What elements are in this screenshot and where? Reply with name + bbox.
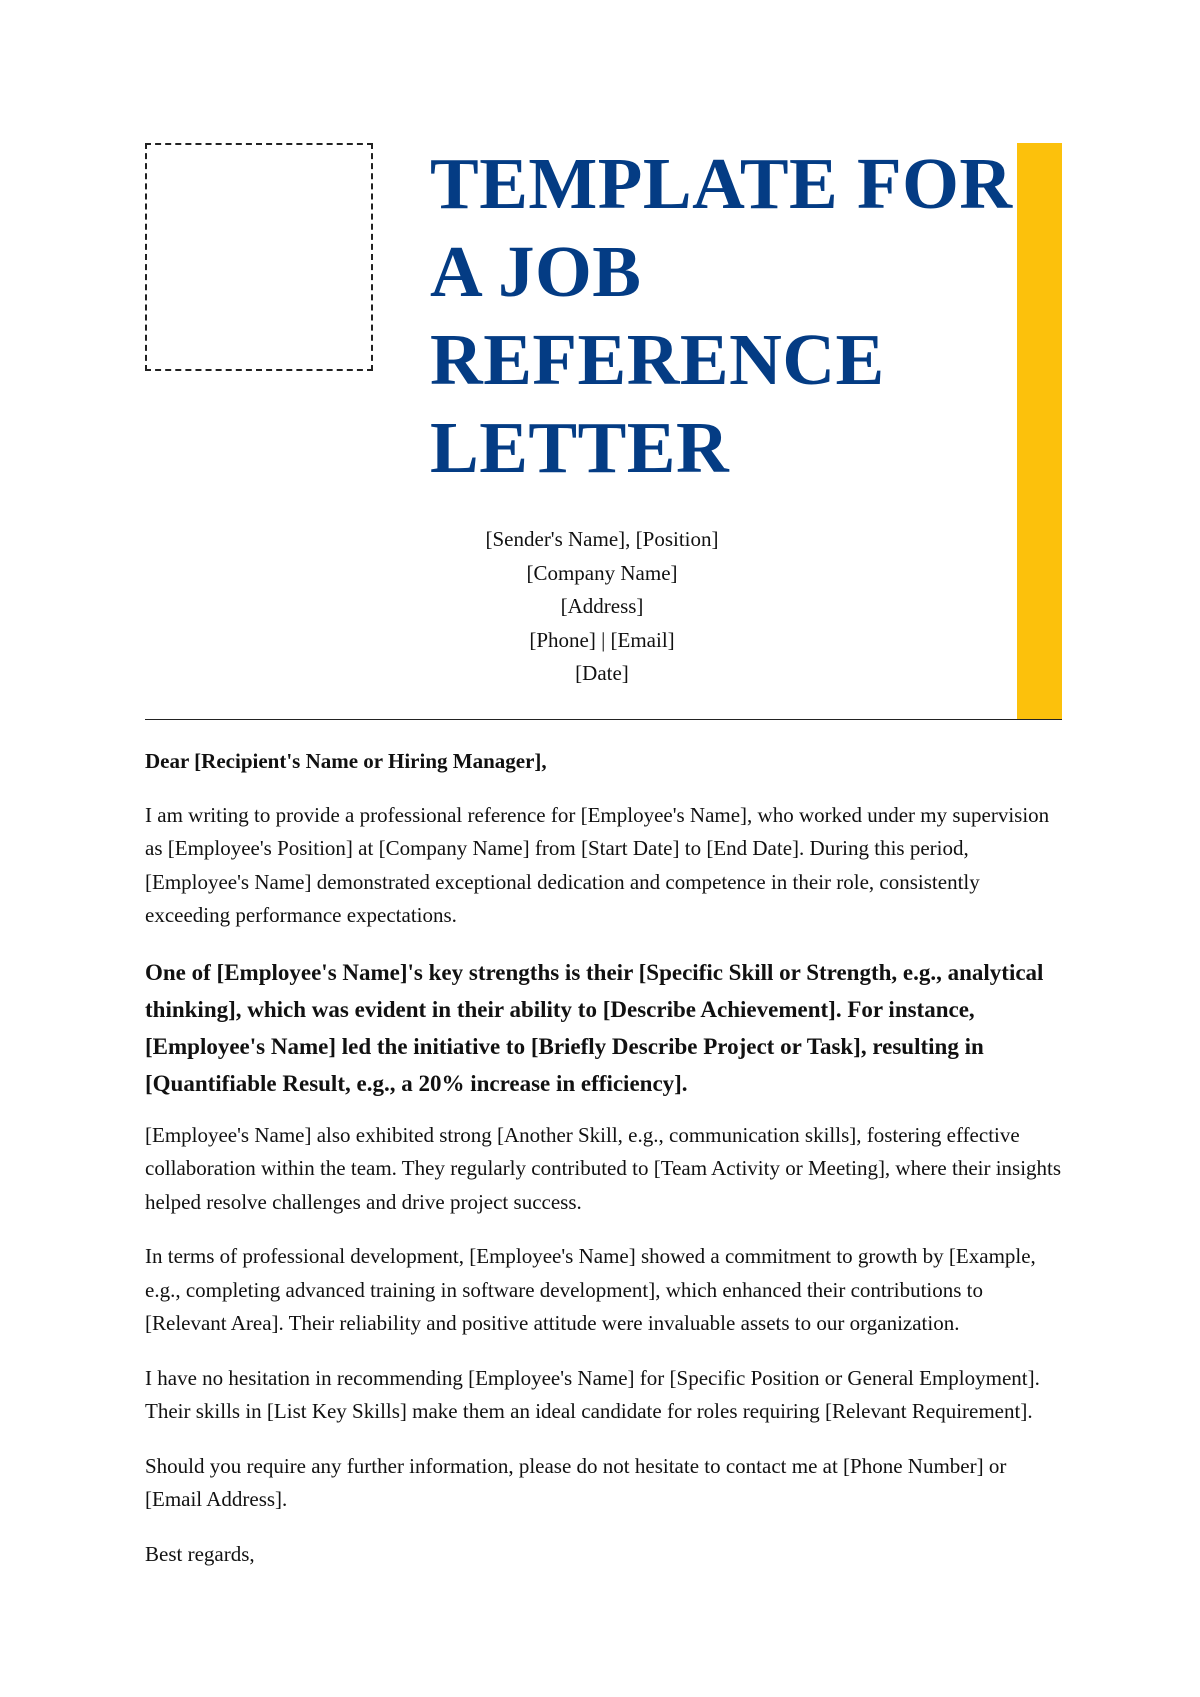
logo-placeholder <box>145 143 373 371</box>
header-divider <box>145 719 1062 720</box>
paragraph-key-strengths: One of [Employee's Name]'s key strengths is their [Specific Skill or Strength, e.g., analytical thinking], which was evident in their ability to [Describe Achievement]. For instance, [Employee's Name] led the initiative to [Briefly Describe Project or Task], resulting in [Quantifiable Result, e.g., a 20% increase in efficiency]. <box>145 959 1044 1096</box>
accent-bar <box>1017 143 1062 720</box>
paragraph-contact: Should you require any further information, please do not hesitate to contact me at [Phone Number] or [Email Address]. <box>145 1453 1007 1511</box>
salutation: Dear [Recipient's Name or Hiring Manager], <box>145 749 547 773</box>
sender-contact: [Phone] | [Email] <box>529 627 675 652</box>
document-title: TEMPLATE FOR A JOB REFERENCE LETTER <box>430 143 1013 488</box>
closing: Best regards, <box>145 1541 255 1566</box>
paragraph-recommendation: I have no hesitation in recommending [Employee's Name] for [Specific Position or General Employment]. Their skills in [List Key Skills] make them an ideal candidate for roles requiring [Relevant Requirement]. <box>145 1365 1040 1423</box>
sender-date: [Date] <box>575 661 629 685</box>
paragraph-development: In terms of professional development, [Employee's Name] showed a commitment to growth by [Example, e.g., completing advanced training in software development], which enhanced their contributions to [Relevant Area]. Their reliability and positive attitude were invaluable assets to our organization. <box>145 1244 1036 1335</box>
paragraph-collaboration: [Employee's Name] also exhibited strong [Another Skill, e.g., communication skills], fostering effective collaboration within the team. They regularly contributed to [Team Activity or Meeting], where their insights helped resolve challenges and drive project success. <box>145 1122 1062 1214</box>
sender-name-position: [Sender's Name], [Position] <box>485 527 719 551</box>
sender-block <box>430 523 774 691</box>
letter-body <box>145 745 1065 1592</box>
sender-address: [Address] <box>560 594 644 618</box>
paragraph-introduction: I am writing to provide a professional reference for [Employee's Name], who worked under my supervision as [Employee's Position] at [Company Name] from [Start Date] to [End Date]. During this period, [Employee's Name] demonstrated exceptional dedication and competence in their role, consistently exceeding performance expectations. <box>145 802 1050 927</box>
sender-company: [Company Name] <box>526 560 678 585</box>
